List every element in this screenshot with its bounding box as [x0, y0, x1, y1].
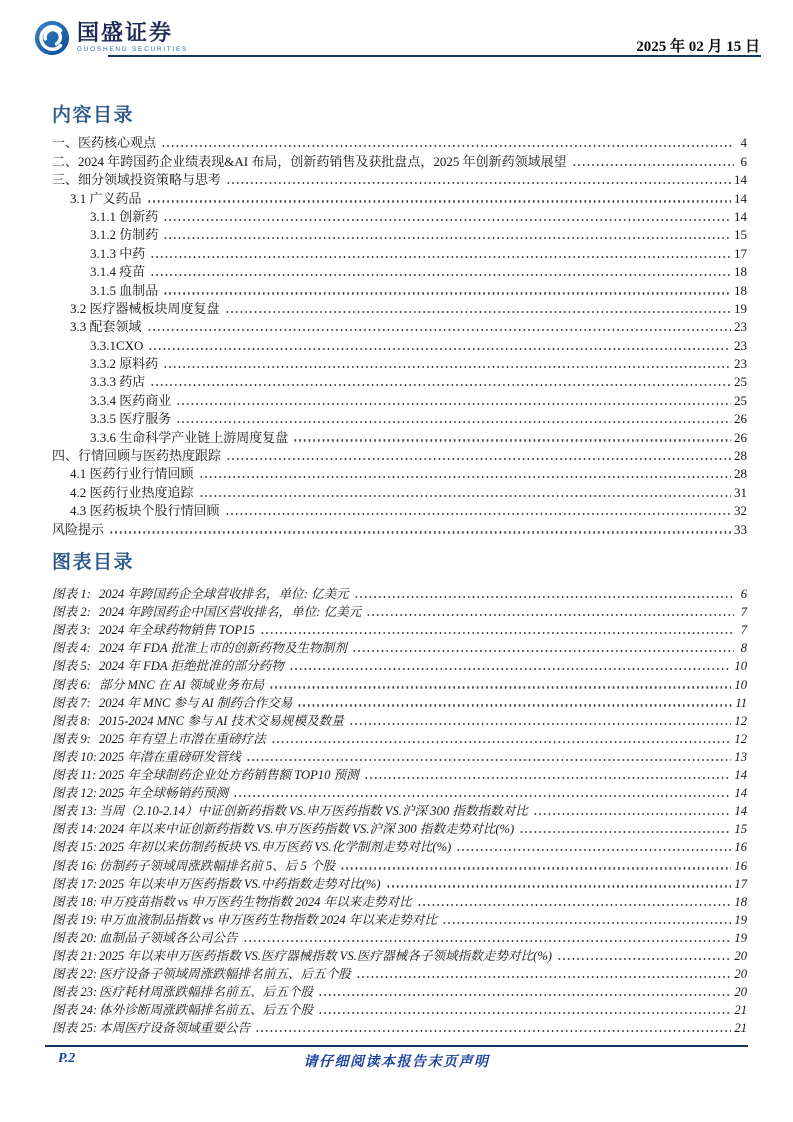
dot-leader [297, 704, 732, 706]
figure-entry-number: 图表 7: [52, 695, 91, 710]
guosheng-logo-icon [34, 20, 70, 56]
figure-entry-title: 2024 年跨国药企全球营收排名，单位: 亿美元 [99, 587, 349, 602]
figure-entry-number: 图表 1: [52, 587, 91, 602]
dot-leader [150, 384, 731, 386]
figure-entry[interactable] [52, 620, 747, 638]
toc-entry[interactable] [52, 464, 747, 482]
footer-divider [45, 1045, 748, 1047]
figure-entry-number: 图表 9: [52, 731, 91, 746]
figure-entry-title: 2024 年跨国药企中国区营收排名，单位: 亿美元 [99, 605, 362, 620]
figure-entry-number: 图表 23: [52, 985, 98, 1000]
dot-leader [176, 403, 731, 405]
figure-entry-title: 当周（2.10-2.14）中证创新药指数 VS.申万医药指数 VS.沪深 300 指数指数对比 [99, 804, 528, 819]
dot-leader [456, 849, 731, 851]
toc-page-number: 23 [734, 319, 747, 335]
toc-entry-label: 3.3.3 药店 [90, 374, 146, 390]
figure-entry[interactable] [52, 1000, 747, 1018]
toc-entry-label: 三、细分领域投资策略与思考 [52, 172, 222, 188]
figure-entry-number: 图表 14: [52, 822, 98, 837]
toc-page-number: 28 [734, 466, 747, 482]
toc-entry-label: 一、医药核心观点 [52, 135, 157, 151]
figure-entry[interactable] [52, 674, 747, 692]
toc-entry[interactable] [52, 501, 747, 519]
figure-entry[interactable] [52, 602, 747, 620]
dot-leader [150, 274, 731, 276]
figure-entry[interactable] [52, 892, 747, 910]
figure-entry-number: 图表 17: [52, 876, 98, 891]
figure-entry-title: 仿制药子领域周涨跌幅排名前 5、后 5 个股 [99, 858, 336, 873]
figure-entry-number: 图表 11: [52, 768, 97, 783]
figure-entry-title: 医疗耗材周涨跌幅排名前五、后五个股 [99, 985, 314, 1000]
figure-page-number: 6 [740, 587, 747, 602]
dot-leader [199, 495, 731, 497]
figure-page-number: 21 [734, 1021, 747, 1036]
figure-entry[interactable] [52, 693, 747, 711]
toc-entry[interactable] [52, 243, 747, 261]
dot-leader [150, 256, 731, 258]
figure-entry-title: 体外诊断周涨跌幅排名前五、后五个股 [99, 1003, 314, 1018]
brand-subtitle: GUOSHENG SECURITIES [77, 46, 189, 54]
figure-entry[interactable] [52, 801, 747, 819]
figure-entry[interactable] [52, 910, 747, 928]
dot-leader [147, 200, 731, 202]
figure-entry[interactable] [52, 711, 747, 729]
figure-list [52, 584, 747, 1036]
figure-entry-title: 本周医疗设备领域重要公告 [99, 1021, 251, 1036]
toc-entry-label: 3.3.6 生命科学产业链上游周度复盘 [90, 429, 289, 445]
toc-entry-label: 4.1 医药行业行情回顾 [70, 466, 194, 482]
dot-leader [386, 885, 732, 887]
toc-entry-label: 3.1 广义药品 [70, 190, 142, 206]
figure-entry-title: 2025 年有望上市潜在重磅疗法 [99, 731, 266, 746]
toc-entry[interactable] [52, 133, 747, 151]
figure-entry-number: 图表 5: [52, 659, 91, 674]
toc-page-number: 23 [734, 337, 747, 353]
figure-entry-title: 2024 年 FDA 拒绝批准的部分药物 [99, 659, 284, 674]
dot-leader [199, 476, 731, 478]
toc-page-number: 17 [734, 245, 747, 261]
figure-entry-title: 2024 年以来中证创新药指数 VS.申万医药指数 VS.沪深 300 指数走势对比(%) [99, 822, 515, 837]
figure-entry-title: 部分 MNC 在 AI 领域业务布局 [99, 677, 265, 692]
figure-entry[interactable] [52, 946, 747, 964]
figure-entry-title: 申万血液制品指数 vs 申万医药生物指数 2024 年以来走势对比 [99, 912, 437, 927]
dot-leader [366, 614, 734, 616]
footer-disclaimer: 请仔细阅读本报告末页声明 [303, 1055, 490, 1070]
toc-entry-label: 风险提示 [52, 521, 105, 537]
toc-page-number: 4 [740, 135, 747, 151]
figure-entry-number: 图表 4: [52, 641, 91, 656]
toc-entry-label: 3.3.4 医药商业 [90, 392, 172, 408]
figure-entry-title: 2025 年全球制药企业处方药销售额 TOP10 预测 [99, 768, 359, 783]
figure-page-number: 7 [740, 623, 747, 638]
dot-leader [225, 513, 731, 515]
brand-name: 国盛证券 [77, 20, 174, 46]
dot-leader [226, 182, 731, 184]
toc-entry-label: 3.3 配套领域 [70, 319, 142, 335]
figure-entry[interactable] [52, 765, 747, 783]
figure-entry-number: 图表 8: [52, 713, 91, 728]
toc-page-number: 26 [734, 429, 747, 445]
toc-page-number: 14 [734, 208, 747, 224]
page-number-label: P.2 [58, 1051, 76, 1066]
toc-list [52, 133, 747, 538]
dot-leader [354, 596, 734, 598]
figure-page-number: 16 [734, 840, 747, 855]
figure-page-number: 20 [734, 985, 747, 1000]
dot-leader [356, 976, 732, 978]
figure-page-number: 10 [734, 659, 747, 674]
figure-entry-title: 2015-2024 MNC 参与 AI 技术交易规模及数量 [99, 713, 344, 728]
dot-leader [176, 421, 731, 423]
toc-entry[interactable] [52, 225, 747, 243]
figure-entry-number: 图表 22: [52, 967, 98, 982]
figure-page-number: 20 [734, 948, 747, 963]
toc-entry-label: 3.3.5 医疗服务 [90, 411, 172, 427]
dot-leader [293, 439, 731, 441]
figure-entry-title: 2025 年全球畅销药预测 [99, 786, 229, 801]
dot-leader [557, 958, 731, 960]
dot-leader [109, 531, 731, 533]
toc-entry-label: 3.1.2 仿制药 [90, 227, 159, 243]
toc-page-number: 19 [734, 300, 747, 316]
toc-entry[interactable] [52, 280, 747, 298]
toc-page-number: 28 [734, 448, 747, 464]
toc-entry[interactable] [52, 519, 747, 537]
figure-page-number: 12 [734, 713, 747, 728]
dot-leader [147, 329, 731, 331]
dot-leader [519, 831, 731, 833]
figure-entry-title: 2024 年全球药物销售 TOP15 [99, 623, 255, 638]
toc-entry[interactable] [52, 409, 747, 427]
figure-page-number: 12 [734, 731, 747, 746]
toc-entry-label: 3.1.4 疫苗 [90, 264, 146, 280]
figure-page-number: 21 [734, 1003, 747, 1018]
dot-leader [260, 632, 734, 634]
figure-entry[interactable] [52, 729, 747, 747]
toc-entry-label: 3.1.1 创新药 [90, 208, 159, 224]
dot-leader [255, 1030, 731, 1032]
figure-entry[interactable] [52, 855, 747, 873]
figure-entry-number: 图表 13: [52, 804, 98, 819]
dot-leader [572, 164, 734, 166]
figure-entry-title: 血制品子领域各公司公告 [99, 930, 238, 945]
figure-entry[interactable] [52, 819, 747, 837]
figure-page-number: 14 [734, 768, 747, 783]
figure-entry[interactable] [52, 874, 747, 892]
toc-entry[interactable] [52, 317, 747, 335]
company-logo [34, 20, 188, 56]
figure-entry-title: 2025 年以来申万医药指数 VS.中药指数走势对比(%) [99, 876, 381, 891]
figure-entry-number: 图表 15: [52, 840, 98, 855]
toc-entry[interactable] [52, 207, 747, 225]
dot-leader [148, 348, 731, 350]
toc-entry-label: 3.2 医疗器械板块周度复盘 [70, 300, 220, 316]
toc-entry[interactable] [52, 262, 747, 280]
figure-page-number: 11 [735, 695, 747, 710]
figure-entry-number: 图表 6: [52, 677, 91, 692]
toc-entry[interactable] [52, 299, 747, 317]
header-divider [108, 55, 761, 57]
figure-entry-title: 2025 年初以来仿制药板块 VS.申万医药 VS.化学制剂走势对比(%) [99, 840, 452, 855]
figure-entry-number: 图表 2: [52, 605, 91, 620]
figure-page-number: 19 [734, 930, 747, 945]
figure-entry-number: 图表 25: [52, 1021, 98, 1036]
dot-leader [269, 686, 731, 688]
toc-entry-label: 四、行情回顾与医药热度跟踪 [52, 448, 222, 464]
figure-entry-number: 图表 3: [52, 623, 91, 638]
toc-page-number: 6 [740, 153, 747, 169]
toc-entry-label: 3.3.2 原料药 [90, 356, 159, 372]
figure-page-number: 18 [734, 894, 747, 909]
toc-entry[interactable] [52, 188, 747, 206]
figure-entry[interactable] [52, 656, 747, 674]
dot-leader [533, 813, 732, 815]
toc-entry[interactable] [52, 354, 747, 372]
toc-entry[interactable] [52, 335, 747, 353]
dot-leader [417, 904, 732, 906]
toc-page-number: 14 [734, 190, 747, 206]
toc-entry-label: 3.1.5 血制品 [90, 282, 159, 298]
figure-entry[interactable] [52, 747, 747, 765]
toc-page-number: 15 [734, 227, 747, 243]
toc-page-number: 32 [734, 503, 747, 519]
dot-leader [226, 458, 731, 460]
figure-page-number: 10 [734, 677, 747, 692]
figure-entry[interactable] [52, 783, 747, 801]
dot-leader [163, 292, 731, 294]
figure-entry-number: 图表 12: [52, 786, 98, 801]
toc-section-title: 内容目录 [52, 105, 135, 126]
figure-entry[interactable] [52, 928, 747, 946]
dot-leader [161, 145, 734, 147]
figure-entry[interactable] [52, 638, 747, 656]
toc-entry-label: 3.3.1CXO [90, 337, 144, 353]
figure-page-number: 20 [734, 967, 747, 982]
toc-entry-label: 4.3 医药板块个股行情回顾 [70, 503, 220, 519]
toc-entry[interactable] [52, 151, 747, 169]
toc-entry[interactable] [52, 427, 747, 445]
toc-entry-label: 二、2024 年跨国药企业绩表现&AI 布局，创新药销售及获批盘点，2025 年创新药领域展望 [52, 153, 567, 169]
dot-leader [233, 795, 731, 797]
figure-page-number: 16 [734, 858, 747, 873]
figures-section-title: 图表目录 [52, 552, 135, 573]
figure-entry-number: 图表 18: [52, 894, 98, 909]
figure-entry-title: 2024 年 MNC 参与 AI 制药合作交易 [99, 695, 293, 710]
dot-leader [340, 867, 731, 869]
figure-entry[interactable] [52, 982, 747, 1000]
figure-entry[interactable] [52, 584, 747, 602]
figure-entry[interactable] [52, 964, 747, 982]
figure-entry-number: 图表 24: [52, 1003, 98, 1018]
toc-page-number: 18 [734, 264, 747, 280]
toc-entry[interactable] [52, 170, 747, 188]
toc-page-number: 14 [734, 172, 747, 188]
toc-entry-label: 3.1.3 中药 [90, 245, 146, 261]
toc-entry[interactable] [52, 372, 747, 390]
figure-entry-number: 图表 16: [52, 858, 98, 873]
dot-leader [243, 940, 732, 942]
toc-page-number: 25 [734, 374, 747, 390]
report-date: 2025 年 02 月 15 日 [636, 39, 760, 55]
figure-entry-number: 图表 21: [52, 948, 98, 963]
figure-page-number: 17 [734, 876, 747, 891]
figure-entry[interactable] [52, 1018, 747, 1036]
figure-page-number: 14 [734, 804, 747, 819]
toc-page-number: 23 [734, 356, 747, 372]
dot-leader [225, 311, 731, 313]
toc-page-number: 31 [734, 484, 747, 500]
figure-page-number: 19 [734, 912, 747, 927]
toc-entry[interactable] [52, 482, 747, 500]
toc-page-number: 33 [734, 521, 747, 537]
dot-leader [271, 741, 732, 743]
figure-entry-title: 2025 年以来申万医药指数 VS.医疗器械指数 VS.医疗器械各子领域指数走势对比(%) [99, 948, 553, 963]
dot-leader [163, 237, 731, 239]
figure-entry-title: 2024 年 FDA 批准上市的创新药物及生物制剂 [99, 641, 347, 656]
figure-entry-number: 图表 10: [52, 749, 98, 764]
dot-leader [349, 723, 732, 725]
figure-entry-number: 图表 19: [52, 912, 98, 927]
dot-leader [442, 922, 731, 924]
dot-leader [318, 1012, 731, 1014]
toc-entry-label: 4.2 医药行业热度追踪 [70, 484, 194, 500]
toc-page-number: 26 [734, 411, 747, 427]
figure-page-number: 15 [734, 822, 747, 837]
figure-entry-number: 图表 20: [52, 930, 98, 945]
dot-leader [352, 650, 734, 652]
figure-page-number: 8 [740, 641, 747, 656]
toc-page-number: 25 [734, 392, 747, 408]
dot-leader [163, 219, 731, 221]
figure-entry-title: 2025 年潜在重磅研发管线 [99, 749, 241, 764]
figure-entry-title: 申万疫苗指数 vs 申万医药生物指数 2024 年以来走势对比 [99, 894, 412, 909]
toc-entry[interactable] [52, 390, 747, 408]
dot-leader [163, 366, 731, 368]
figure-entry-title: 医疗设备子领域周涨跌幅排名前五、后五个股 [99, 967, 351, 982]
figure-page-number: 14 [734, 786, 747, 801]
toc-page-number: 18 [734, 282, 747, 298]
dot-leader [318, 994, 731, 996]
figure-page-number: 13 [734, 749, 747, 764]
dot-leader [364, 777, 732, 779]
toc-entry[interactable] [52, 446, 747, 464]
dot-leader [289, 668, 732, 670]
dot-leader [246, 759, 732, 761]
figure-entry[interactable] [52, 837, 747, 855]
figure-page-number: 7 [740, 605, 747, 620]
